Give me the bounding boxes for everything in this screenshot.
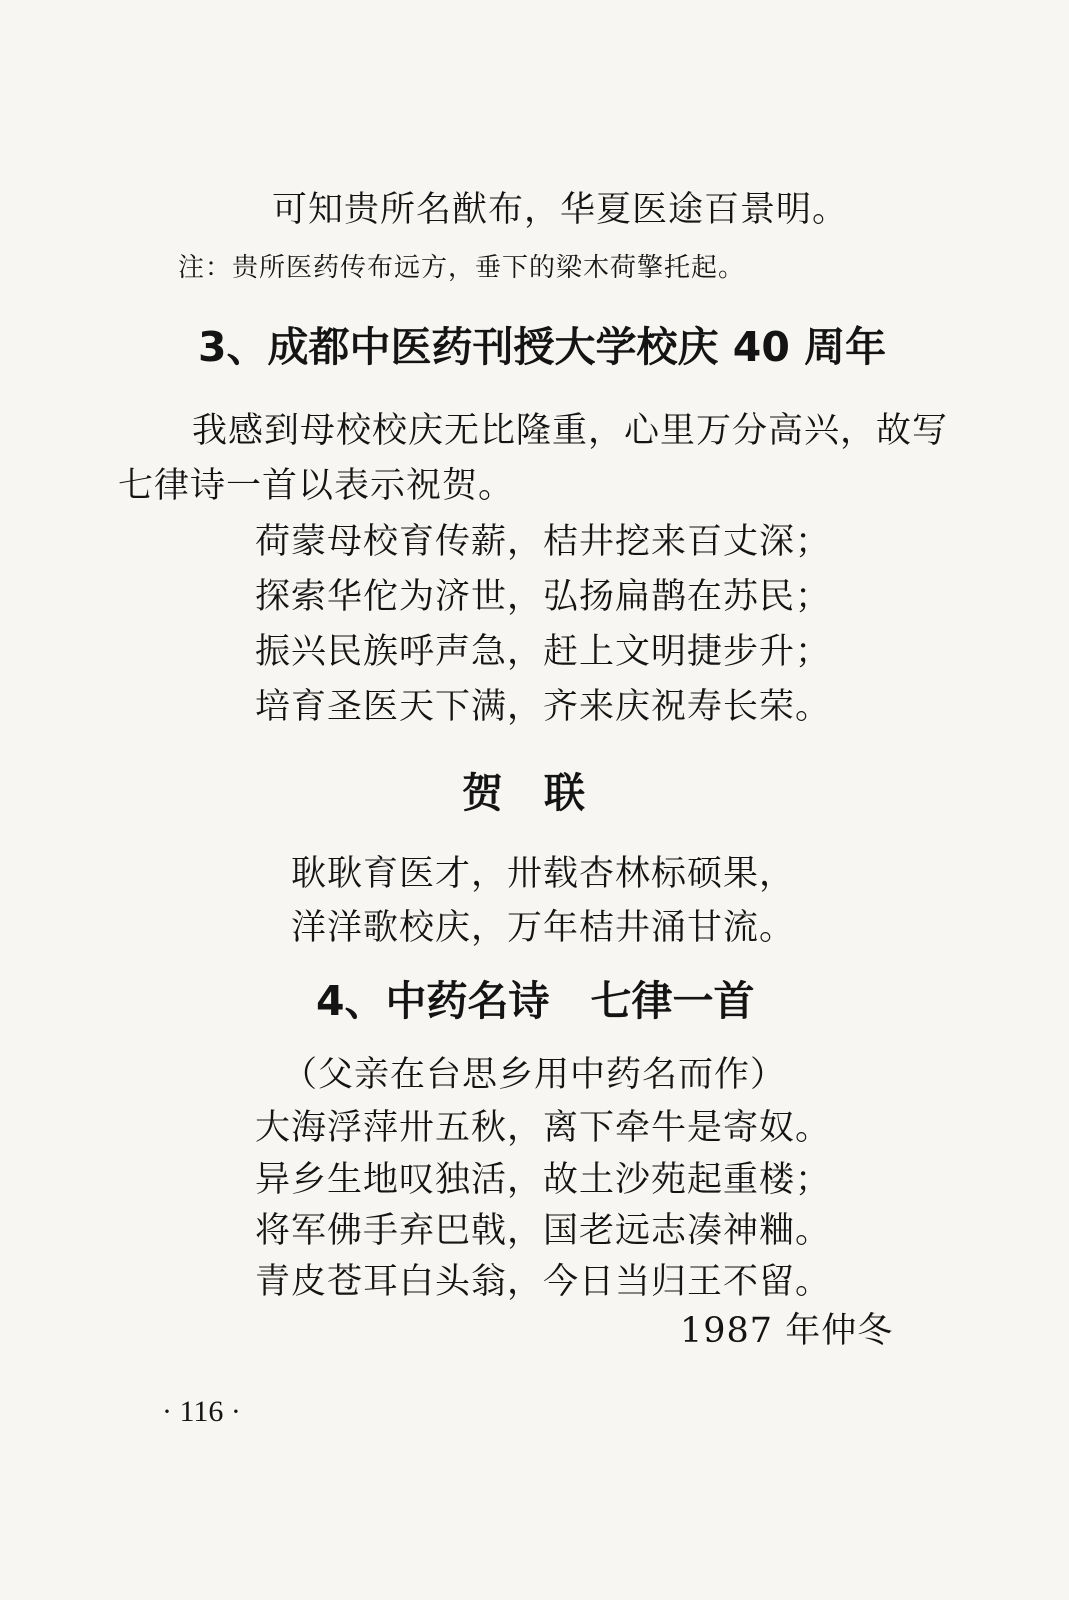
poem-subtitle: （父亲在台思乡用中药名而作）	[282, 1055, 787, 1095]
poem-line: 荷蒙母校育传薪，桔井挖来百丈深；	[255, 522, 832, 562]
poem-note: 注：贵所医药传布远方，垂下的梁木荷擎托起。	[178, 253, 746, 283]
poem-line: 探索华佗为济世，弘扬扁鹊在苏民；	[255, 577, 832, 617]
couplet-heading: 贺 联	[462, 769, 585, 817]
poem-date: 1987 年仲冬	[680, 1311, 894, 1351]
poem-line: 异乡生地叹独活，故土沙苑起重楼；	[255, 1160, 832, 1200]
couplet-line: 洋洋歌校庆，万年桔井涌甘流。	[291, 908, 796, 948]
couplet-line: 耿耿育医才，卅载杏林标硕果，	[291, 854, 796, 894]
poem-line: 青皮苍耳白头翁，今日当归王不留。	[255, 1262, 832, 1302]
intro-line-2: 七律诗一首以表示祝贺。	[118, 466, 515, 506]
poem-line: 培育圣医天下满，齐来庆祝寿长荣。	[255, 687, 832, 727]
poem-line: 振兴民族呼声急，赶上文明捷步升；	[255, 632, 832, 672]
section-heading-3: 3、成都中医药刊授大学校庆 40 周年	[198, 323, 887, 371]
intro-line-1: 我感到母校校庆无比隆重，心里万分高兴，故写	[192, 411, 949, 451]
poem-line: 大海浮萍卅五秋，离下牵牛是寄奴。	[255, 1108, 832, 1148]
poem-closing-line: 可知贵所名猷布，华夏医途百景明。	[272, 190, 849, 230]
poem-line: 将军佛手弃巴戟，国老远志凑神粬。	[255, 1211, 832, 1251]
section-heading-4: 4、中药名诗 七律一首	[316, 977, 755, 1025]
page-number: · 116 ·	[162, 1395, 241, 1428]
